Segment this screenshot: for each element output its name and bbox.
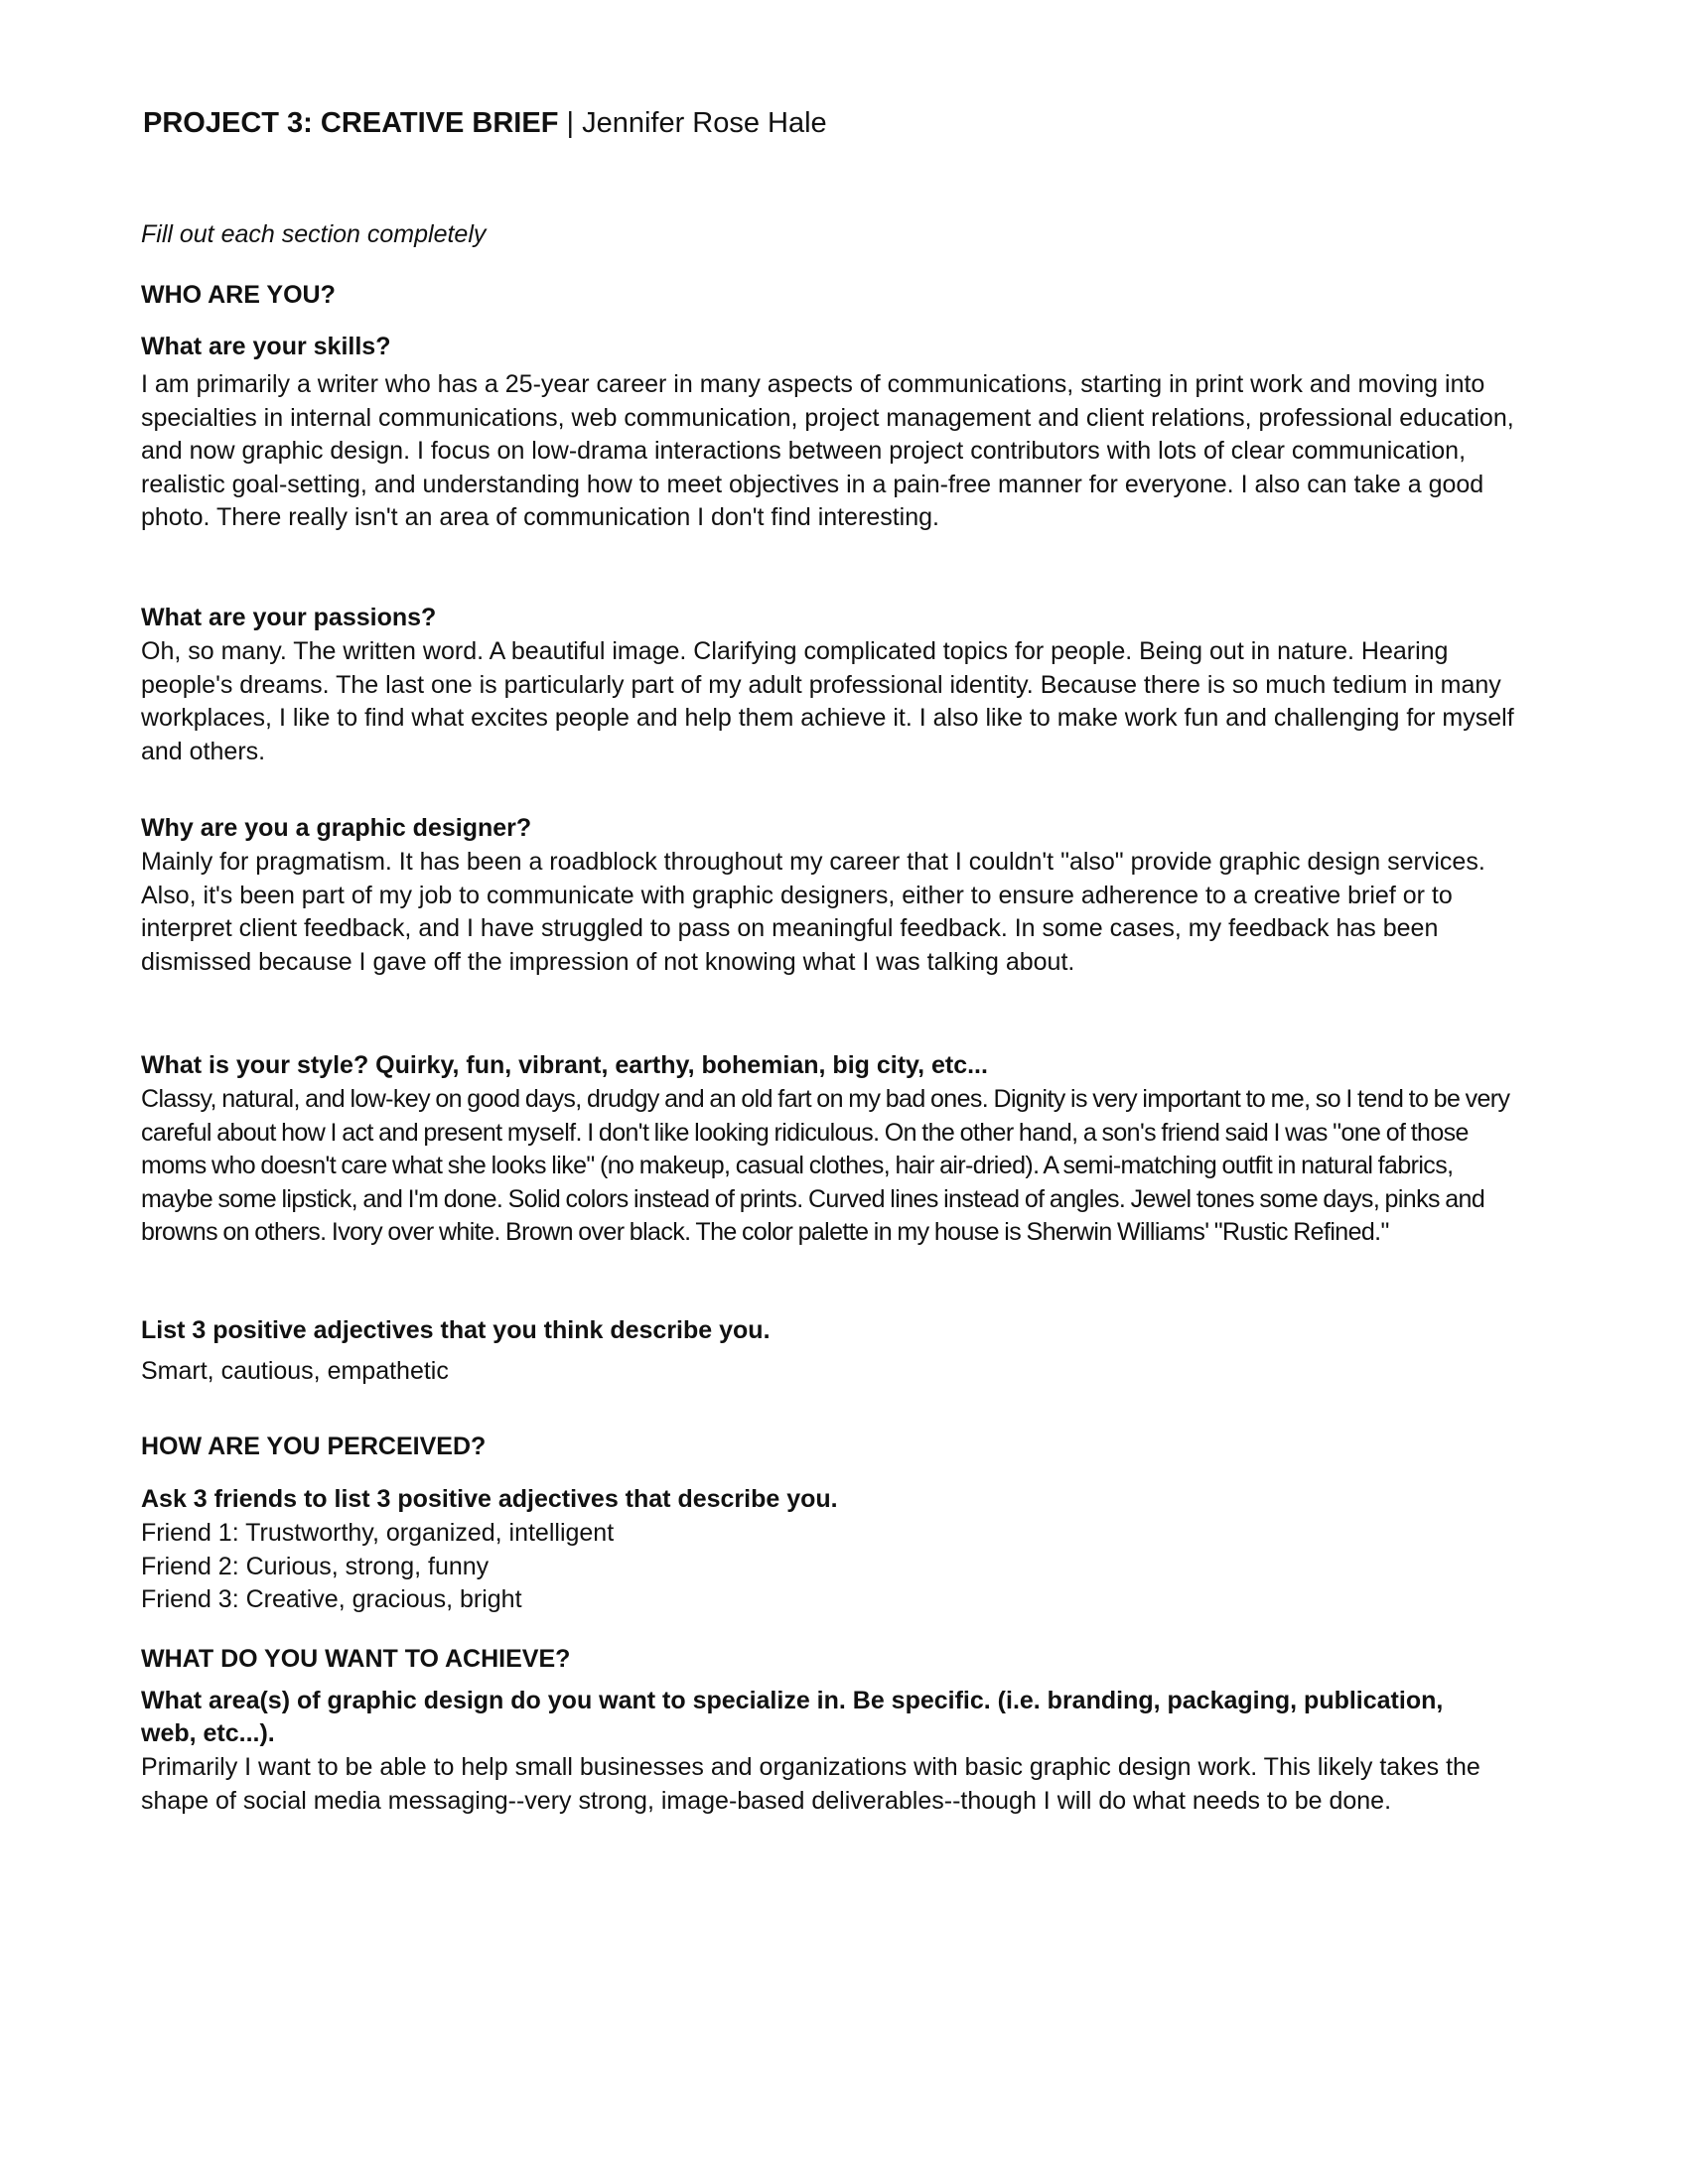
document-title bbox=[143, 107, 827, 140]
question-skills: What are your skills? bbox=[141, 333, 391, 360]
answer-specialize: Primarily I want to be able to help small businesses and organizations with basic graphic design work. This likely takes the shape of social media messaging--very strong, image-based deliverables--though I will do what needs to be done. bbox=[141, 1753, 1480, 1815]
title-author: Jennifer Rose Hale bbox=[582, 107, 827, 139]
title-project: PROJECT 3: CREATIVE BRIEF bbox=[143, 107, 559, 139]
question-friends: Ask 3 friends to list 3 positive adjectives that describe you. bbox=[141, 1485, 838, 1513]
section-heading-achieve: WHAT DO YOU WANT TO ACHIEVE? bbox=[141, 1645, 571, 1673]
answer-why-designer: Mainly for pragmatism. It has been a roadblock throughout my career that I couldn't "also" provide graphic design services. Also, it's been part of my job to communicate with graphic designers, either to ensure adherence to a creative brief or to interpret client feedback, and I have struggled to pass on meaningful feedback. In some cases, my feedback has been dismissed because I gave off the impression of not knowing what I was talking about. bbox=[141, 848, 1485, 976]
section-heading-perceived: HOW ARE YOU PERCEIVED? bbox=[141, 1433, 487, 1460]
question-passions: What are your passions? bbox=[141, 604, 437, 631]
title-separator: | bbox=[558, 107, 583, 139]
question-style: What is your style? Quirky, fun, vibrant, earthy, bohemian, big city, etc... bbox=[141, 1051, 988, 1079]
instruction-text: Fill out each section completely bbox=[141, 220, 487, 248]
list-item: Friend 2: Curious, strong, funny bbox=[141, 1552, 490, 1580]
answer-style: Classy, natural, and low-key on good days, drudgy and an old fart on my bad ones. Dignity is very important to me, so I tend to be very careful about how I act and present myself. I don't like looking ridiculous. On the other hand, a son's friend said I was "one of those moms who doesn't care what she looks like" (no makeup, casual clothes, hair air-dried). A semi-matching outfit in natural fabrics, maybe some lipstick, and I'm done. Solid colors instead of prints. Curved lines instead of angles. Jewel tones some days, pinks and browns on others. Ivory over white. Brown over black. The color palette in my house is Sherwin Williams' "Rustic Refined." bbox=[141, 1085, 1510, 1246]
list-item: Friend 1: Trustworthy, organized, intelligent bbox=[141, 1519, 615, 1547]
friends-list bbox=[141, 1517, 1521, 1617]
question-self-adjectives: List 3 positive adjectives that you think describe you. bbox=[141, 1316, 771, 1344]
question-why-designer: Why are you a graphic designer? bbox=[141, 814, 532, 842]
answer-passions: Oh, so many. The written word. A beautiful image. Clarifying complicated topics for people. Being out in nature. Hearing people's dreams. The last one is particularly part of my adult professional identity. Because there is so much tedium in many workplaces, I like to find what excites people and help them achieve it. I also like to make work fun and challenging for myself and others. bbox=[141, 637, 1514, 765]
question-specialize: What area(s) of graphic design do you want to specialize in. Be specific. (i.e. branding, packaging, publication, web, etc...). bbox=[141, 1687, 1444, 1747]
section-heading-who: WHO ARE YOU? bbox=[141, 281, 336, 309]
answer-skills: I am primarily a writer who has a 25-year career in many aspects of communications, starting in print work and moving into specialties in internal communications, web communication, project management and client relations, professional education, and now graphic design. I focus on low-drama interactions between project contributors with lots of clear communication, realistic goal-setting, and understanding how to meet objectives in a pain-free manner for everyone. I also can take a good photo. There really isn't an area of communication I don't find interesting. bbox=[141, 370, 1514, 531]
answer-self-adjectives: Smart, cautious, empathetic bbox=[141, 1357, 449, 1385]
list-item: Friend 3: Creative, gracious, bright bbox=[141, 1585, 522, 1613]
